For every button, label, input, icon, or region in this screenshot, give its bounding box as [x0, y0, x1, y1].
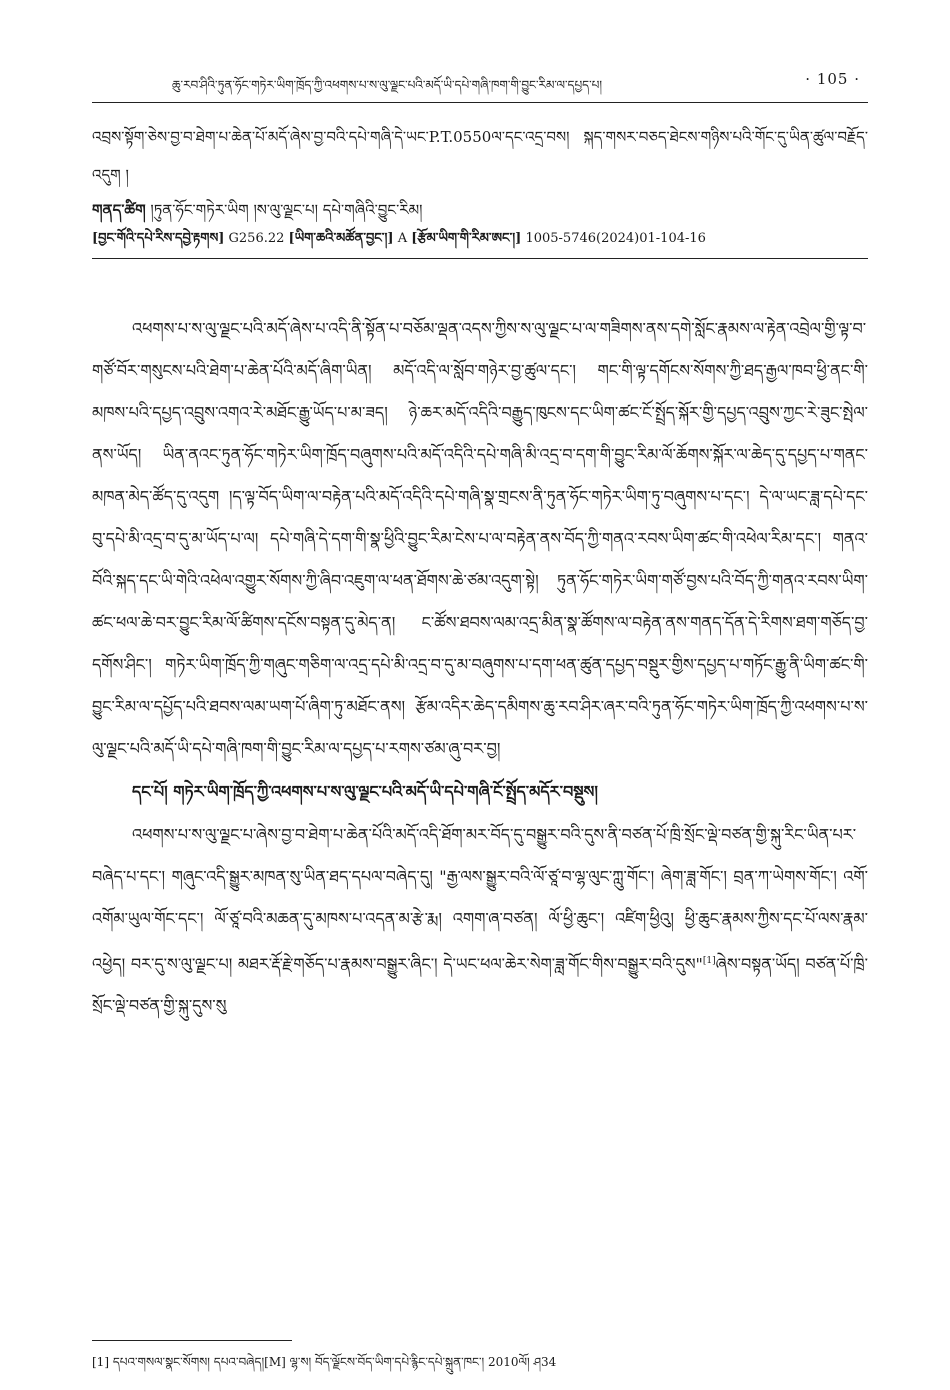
body-paragraph-2 [92, 814, 868, 1027]
abstract-text: འབྲས་སྟོག་ཅེས་བྱ་བ་ཐེག་པ་ཆེན་པོ་མདོ་ཞེས་བྱ་བའི་དཔེ་གཞི་དེ་ཡང་P.T.0550ལ་དང་འདྲ་བས། སྐད་གསར་བཅད་ཐེངས་གཉིས་པའི་གོང་དུ་ཡིན་ཚུལ་བརྗོད་འདུག ། [92, 128, 868, 184]
keywords-label: གནད་ཚིག [92, 201, 146, 219]
doc-code-value: A [397, 231, 408, 246]
article-number-value: 1005-5746(2024)01-104-16 [525, 231, 706, 246]
classification-row [92, 226, 868, 259]
footnote-reference[interactable]: [1] [702, 956, 716, 966]
class-value: G256.22 [228, 231, 285, 246]
page-number: · 105 · [805, 70, 860, 88]
class-label: [བྱང་གོའི་དཔེ་རིས་དབྱེ་རྟགས] [92, 231, 225, 246]
footnote-rule [92, 1340, 292, 1341]
article-number-label: [རྩོམ་ཡིག་གི་རིམ་ཨང་།] [411, 231, 522, 246]
section-heading-1: དང་པོ། གཏེར་ཡིག་ཁྲོད་ཀྱི་འཕགས་པ་ས་ལུ་ལྗང་པའི་མདོ་ཡི་དཔེ་གཞི་ངོ་སྤྲོད་མདོར་བསྡུས། [132, 782, 598, 801]
body-paragraph-2-text: འཕགས་པ་ས་ལུ་ལྗང་པ་ཞེས་བྱ་བ་ཐེག་པ་ཆེན་པོའི་མདོ་འདི་ཐོག་མར་བོད་དུ་བསྒྱུར་བའི་དུས་ནི་བཙན་པོ་ཁྲི་སྲོང་ལྡེ་བཙན་གྱི་སྐུ་རིང་ཡིན་པར་བཞེད་པ་དང་། གཞུང་འདི་སྒྱུར་མཁན་སུ་ཡིན་ཐད་དཔལ་བཞེད་དུ། "རྒྱ་ལས་སྒྱུར་བའི་ལོ་ཙཱ་བ་ལྷ་ལུང་ཀླུ་གོང་། ཞེག་ཟླ་གོང་། བྲན་ཀ་ཡེགས་གོང་། འགོ་འགོམ་ཡུལ་གོང་དང་། ལོ་ཙཱ་བའི་མཆན་དུ་མཁས་པ་འདན་མ་རྩེ་རྨ། འགག་ཞ་བཙན། ལོ་ཕྱི་ཆུང་། འཛིག་ཕྱིའུ། ཕྱི་ཆུང་རྣམས་ཀྱིས་དང་པོ་ལས་རྣམ་འཕྱེད། བར་དུ་ས་ལུ་ལྗང་པ། མཐར་རྡོ་རྗེ་གཅོད་པ་རྣམས་བསྒྱུར་ཞིང་། དེ་ཡང་ཕལ་ཆེར་སེག་ཟླ་གོང་གིས་བསྒྱུར་བའི་དུས" [92, 825, 868, 974]
body-paragraph-2-continuation: ཞེས་བསྟན་ཡོད། བཙན་པོ་ཁྲི་སྲོང་ལྡེ་བཙན་གྱི་སྐུ་དུས་སུ [92, 954, 868, 1016]
running-title: ཆུ་རབ་ཤིའི་ཏུན་ཧོང་གཏེར་ཡིག་ཁྲོད་ཀྱི་འཕགས་པ་ས་ལུ་ལྗང་པའི་མདོ་ཡི་དཔེ་གཞི་ཁག་གི་བྱུང་རིམ་ལ་དཔྱད་པ། [172, 78, 603, 92]
running-header [92, 62, 868, 103]
keywords: །ཏུན་ཧོང་གཏེར་ཡིག །ས་ལུ་ལྗང་པ། དཔེ་གཞིའི་བྱུང་རིམ། [150, 201, 423, 219]
body-paragraph-1: འཕགས་པ་ས་ལུ་ལྗང་པའི་མདོ་ཞེས་པ་འདི་ནི་སྟོན་པ་བཅོམ་ལྡན་འདས་ཀྱིས་ས་ལུ་ལྗང་པ་ལ་གཟིགས་ནས་དགེ་སློང་རྣམས་ལ་རྟེན་འབྲེལ་གྱི་ལྟ་བ་གཙོ་བོར་གསུངས་པའི་ཐེག་པ་ཆེན་པོའི་མདོ་ཞིག་ཡིན། མདོ་འདི་ལ་སློབ་གཉེར་བྱ་ཚུལ་དང་། གང་གི་ལྟ་དགོངས་སོགས་ཀྱི་ཐད་རྒྱལ་ཁབ་ཕྱི་ནང་གི་མཁས་པའི་དཔྱད་འབྲུས་འགའ་རེ་མཐོང་རྒྱུ་ཡོད་པ་མ་ཟད། ཉེ་ཆར་མདོ་འདིའི་བརྒྱུད་ཁུངས་དང་ཡིག་ཚང་ངོ་སྤྲོད་སྐོར་གྱི་དཔྱད་འབྲུས་ཀྱང་རེ་ཟུང་སྤེལ་ནས་ཡོད། ཡིན་ནའང་ཏུན་ཧོང་གཏེར་ཡིག་ཁྲོད་བཞུགས་པའི་མདོ་འདིའི་དཔེ་གཞི་མི་འདྲ་བ་དག་གི་བྱུང་རིམ་ལོ་ཆོགས་སྐོར་ལ་ཆེད་དུ་དཔྱད་པ་གནང་མཁན་མེད་ཚོད་དུ་འདུག །ད་ལྟ་བོད་ཡིག་ལ་བརྟེན་པའི་མདོ་འདིའི་དཔེ་གཞི་སྣ་གྲངས་ནི་ཏུན་ཧོང་གཏེར་ཡིག་ཏུ་བཞུགས་པ་དང་། དེ་ལ་ཡང་ཟླ་དཔེ་དང་བུ་དཔེ་མི་འདྲ་བ་དུ་མ་ཡོད་པ་ལ། དཔེ་གཞི་དེ་དག་གི་སྣ་ཕྱིའི་བྱུང་རིམ་ངེས་པ་ལ་བརྟེན་ནས་བོད་ཀྱི་གནའ་རབས་ཡིག་ཚང་གི་འཕེལ་རིམ་དང་། གནའ་བོའི་སྐད་དང་ཡི་གེའི་འཕེལ་འགྱུར་སོགས་ཀྱི་ཞིབ་འཇུག་ལ་ཕན་ཐོགས་ཆེ་ཙམ་འདུག་སྟེ། ཏུན་ཧོང་གཏེར་ཡིག་གཙོ་བྱས་པའི་བོད་ཀྱི་གནའ་རབས་ཡིག་ཚང་ཕལ་ཆེ་བར་བྱུང་རིམ་ལོ་ཚིགས་དངོས་བསྟན་དུ་མེད་ན། ང་ཚོས་ཐབས་ལམ་འདྲ་མིན་སྣ་ཚོགས་ལ་བརྟེན་ནས་གནད་དོན་དེ་རིགས་ཐག་གཅོད་བྱ་དགོས་ཤིང་། གཏེར་ཡིག་ཁྲོད་ཀྱི་གཞུང་གཅིག་ལ་འདྲ་དཔེ་མི་འདྲ་བ་དུ་མ་བཞུགས་པ་དག་ཕན་ཚུན་དཔྱད་བསྡུར་གྱིས་དཔྱད་པ་གཏོང་རྒྱུ་ནི་ཡིག་ཚང་གི་བྱུང་རིམ་ལ་དཔྱོད་པའི་ཐབས་ལམ་ཡག་པོ་ཞིག་ཏུ་མཐོང་ནས། རྩོམ་འདིར་ཆེད་དམིགས་ཆུ་རབ་ཤིར་ཞར་བའི་ཏུན་ཧོང་གཏེར་ཡིག་ཁྲོད་ཀྱི་འཕགས་པ་ས་ལུ་ལྗང་པའི་མདོ་ཡི་དཔེ་གཞི་ཁག་གི་བྱུང་རིམ་ལ་དཔྱད་པ་རགས་ཙམ་ཞུ་བར་བྱ། [92, 319, 868, 758]
article-body [92, 308, 868, 1027]
keywords-row [92, 194, 868, 226]
abstract-block [92, 118, 868, 259]
footnote: [1] དཔའ་གསལ་སྣང་སོགས། དཔའ་བཞེད།[M] ལྷ་ས། བོད་ལྗོངས་བོད་ཡིག་དཔེ་རྙིང་དཔེ་སྐྲུན་ཁང་། 2010ལོ། ཤ34 [92, 1355, 557, 1369]
doc-code-label: [ཡིག་ཆའི་མཚོན་བྱང་།] [288, 231, 394, 246]
